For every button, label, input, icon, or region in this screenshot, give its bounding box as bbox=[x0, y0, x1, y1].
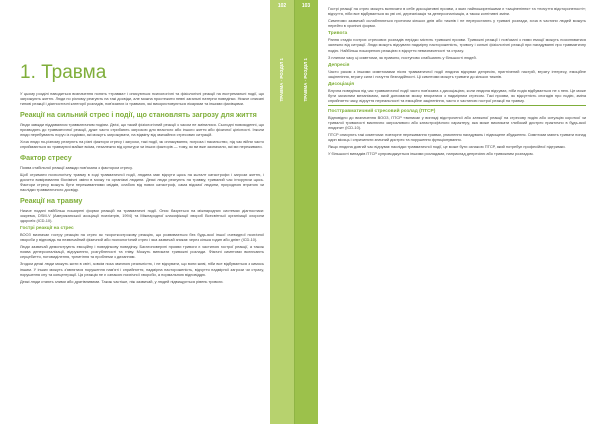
paragraph: Часто разом з іншими симптомами після травматичної події людина відчуває депресію, пригнічений настрій, втрату інтересу, емоційне заціпеніння, втрату сили і почуття безнадійності. Ці симптоми можуть тривати до кількох тижнів. bbox=[328, 68, 586, 79]
paragraph: Деякі люди стають злими або дратівливими. Також частіше, ніж зазвичай, у людей підвищується рівень тривоги. bbox=[20, 278, 224, 284]
subsection-heading-acute-stress: Гострі реакції на стрес bbox=[20, 226, 74, 231]
section-divider bbox=[328, 105, 586, 106]
chapter-label-right-wrap bbox=[294, 58, 318, 138]
paragraph: Нижче подані найбільш поширені форми реакцій на травматичні події. Опис базується на міжнародних системах діагностики: зокрема, DSM-V (Американської асоціації психіатрів, 1994) та Міжнародної класифікації хвороб Всесвітньої організації охорони здоров'я (ICD-10). bbox=[20, 207, 264, 223]
subsection-heading-ptsd: Посттравматичний стресовий розлад (ПТСР) bbox=[328, 108, 436, 114]
chapter-label-left: ТРАВМА · РОЗДІЛ 1 bbox=[279, 58, 284, 102]
left-page-content bbox=[20, 55, 264, 286]
paragraph: Симптоми зазвичай ослаблюються протягом кількох днів або тижнів і не переростають у тривалі розлади, хоча в частини людей можуть перейти в хронічні форми. bbox=[328, 18, 586, 29]
left-chapter-tab bbox=[270, 0, 294, 424]
chapter-label-right: ТРАВМА · РОЗДІЛ 1 bbox=[303, 58, 308, 102]
paragraph: З плином часу ці симптоми, як правило, поступово слабшають у більшості людей. bbox=[328, 54, 477, 60]
spine-divider bbox=[294, 0, 295, 424]
paragraph: Гострі реакції на стрес можуть включати в себе дисоціативні прояви, з яких найпоширенішими є «заціпеніння» та «почуття відстороненості»; відчуття, ніби все відбувається як уві сні, дереалізація та деперсоналізація, а також когнітивні зміни. bbox=[328, 6, 586, 17]
subsection-heading-dissociation: Дисоціація bbox=[328, 81, 354, 87]
paragraph: Люди зазвичай демонструють емоційну і поведінкову поведінку. Багатоповерхні прояви тривоги є частиною гострої реакції, а також поява деперсоналізації, відчуження, розгубленості та гніву. Можуть виникати тривожні розлади. Фізичні симптоми включають серцебиття, потовиділення, тремтіння та проблеми з диханням. bbox=[20, 244, 264, 260]
paragraph: Згодом деякі люди можуть жити в світі, зовсім поза звичною реальністю, і не відчувати, що вони живі, ніби все відбувається з кимось іншим. У інших можуть з'являтися порушення пам'яті і сприйняття, надмірна настороженість, відчуття надмірної загрози чи страху, порушення сну та концентрації. Ця реакція не є ознакою психічної хвороби, а нормальною відповіддю. bbox=[20, 261, 264, 277]
paragraph: Щоб отримати психологічну травму в ході травматичної події, людина має відчути щось на кшталт катастрофи і загрози життю, і досягти вимірювання біохімічні зміни в мозку та організмі людини. Деякі люди реагують на травму, тривалий час ігноруючи щось. Фактори стресу можуть бути переживаннями свідків, слабою від нових катастроф, сама відомої людини, природною втратою чи наслідки травматичного досвіду. bbox=[20, 171, 264, 193]
paragraph: ПТСР описують такі симптоми: повторне переживання травми, уникнення нагадувань і підвищене збудження. Симптоми мають тривати понад один місяць і спричиняти значний дистрес та порушення функціонування. bbox=[328, 132, 586, 143]
paragraph: Відповідно до визначення ВООЗ, ПТСР «виникає у вигляді відстроченої або затяжної реакції на стресову подію або ситуацію короткої чи тривалої тривалості виключно загрозливого або катастрофічного характеру, яка може викликати глибокий дистрес практично в будь-якої людини» (ICD-10). bbox=[328, 114, 586, 130]
left-page bbox=[0, 0, 270, 424]
right-page-content bbox=[328, 6, 586, 158]
section-heading-trauma-reactions: Реакції на травму bbox=[20, 196, 83, 206]
page-number-left: 102 bbox=[277, 3, 287, 9]
section-heading-stress-factor: Фактор стресу bbox=[20, 153, 72, 163]
paragraph: У більшості випадків ПТСР супроводжується іншими розладами, наприклад депресією або тривожним розладом. bbox=[328, 151, 534, 157]
paragraph: Люди завжди піддавалися травматичним подіям. Двічі, що такий фізіологічний реакції з часом не змінилися. Сьогодні повсякденні, що призводять до травматичної реакції, дуже часто стрибають загрозою для власного або іншого життя або фізичної цілісності. Інколи люди перебувають поруч із подіями, які можуть загрожувати, на відміну від звичайних стресових ситуацій. bbox=[20, 121, 264, 137]
section-heading-stress-reactions: Реакції на сильний стрес і події, що становлять загрозу для життя bbox=[20, 110, 257, 120]
subsection-heading-depression: Депресія bbox=[328, 62, 350, 68]
paragraph: Рання стадія гострих стресових розладів нерідко містить тривожні прояви. Тривожні реакції і пов'язані з ними емоції можуть посилюватися залежно від ситуації. Люди можуть відчувати надмірну настороженість, тривогу і сильні фізіологічні реакції при нагадуванні про травматичну подію. Найбільш поширеною реакцією є відчуття невизначеності та страху. bbox=[328, 37, 586, 53]
intro-paragraph: У цьому розділі наводиться визначення понять «травма» і описуються психологічні та фізіологічні реакції на екстремальні події, що загрожують життю. Люди по різному реагують на такі досвіди, але можна простежити певні загальні патерни поведінки. Нижче описані типові реакції і діагностичні категорії розладів, пов'язаних із травмою, які використовуються лікарями та іншими фахівцями. bbox=[20, 91, 264, 107]
paragraph: Хоча люди по-різному реагують на різні фактори стресу і загрози, такі події, як оплакування, погроза і насильство, під час війни часто сприймаються як травмуючі майже всіма, незалежно від культури чи інших факторів — тому, як ви вже зазначили, які ми переживали. bbox=[20, 139, 264, 150]
paragraph: Поява стабільної реакції завжди пов'язана з фактором стресу. bbox=[20, 164, 133, 170]
subsection-heading-anxiety: Тривога bbox=[328, 31, 348, 37]
paragraph: Якщо людина довгий час відчуває наслідки травматичної події, це може бути ознакою ПТСР, який потребує професійної підтримки. bbox=[328, 144, 566, 150]
right-chapter-tab bbox=[294, 0, 318, 424]
page-number-right: 103 bbox=[301, 3, 311, 9]
chapter-label-left-wrap bbox=[270, 58, 294, 138]
paragraph: ВООЗ визначає гостру реакцію на стрес як «короткострокову реакцію, що розвивається без будь-якої іншої очевидної психічної хвороби у відповідь на незвичайний фізичний або психологічний стрес і яка зазвичай зникає через кілька годин або днів» (ICD-10). bbox=[20, 232, 264, 243]
chapter-title: 1. Травма bbox=[20, 62, 107, 83]
paragraph: Влучна поведінка під час травматичної події часто пов'язана з дисоціацією, коли людина відчуває, ніби подія відбувається не з нею. Це може бути захисним механізмом, який допомагає мозку впоратися з надмірним стресом. Такі прояви, як відсутність спогадів про подію, зміна сприйняття часу, відчуття нереальності та емоційне заціпеніння, часто є частиною гострої реакції на травму. bbox=[328, 87, 586, 104]
right-page bbox=[318, 0, 600, 424]
